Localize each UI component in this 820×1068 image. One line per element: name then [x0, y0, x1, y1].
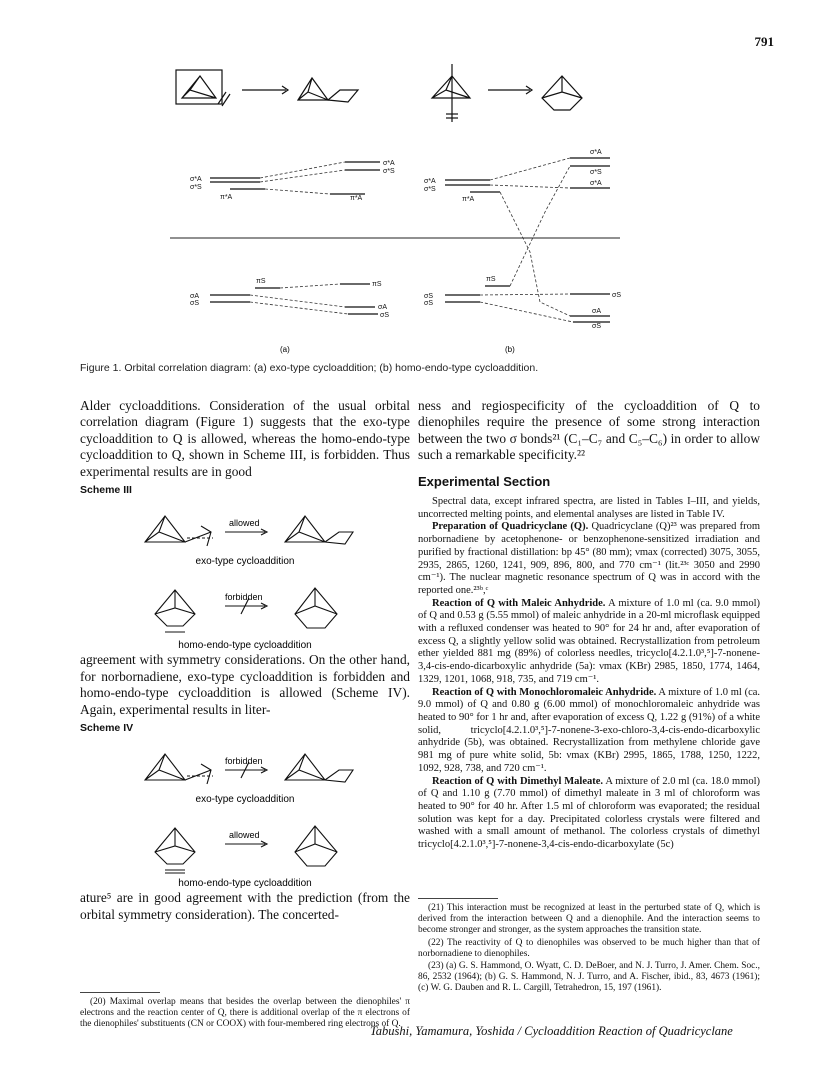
label-pi-star-a: π*A — [220, 194, 233, 201]
scheme-3-drawing — [115, 502, 375, 652]
left-para-1: Alder cycloadditions. Consideration of the usual orbital correlation diagram (Figure 1) suggests that the exo-type cycloaddition to Q is allowed, whereas the homo-endo-type cycloaddition to Q, shown in Scheme III, is forbidden. Thus experimental results are in good — [80, 398, 410, 479]
left-para-2: agreement with symmetry considerations. On the other hand, for norbornadiene, exo-type cycloaddition is forbidden and homo-endo-type cycloaddition is allowed (Scheme IV). Again, experimental results in liter- — [80, 652, 410, 717]
footnote-rule-left — [80, 992, 160, 993]
label-sigma-star-a: σ*A — [190, 176, 202, 183]
scheme4-forbidden-label: forbidden — [225, 756, 263, 767]
footnote-23: (23) (a) G. S. Hammond, O. Wyatt, C. D. DeBoer, and N. J. Turro, J. Amer. Chem. Soc., 86, 2532 (1964); (b) G. S. Hammond, N. J. Turro, and A. Fischer, ibid., 83, 4673 (1961); (c) W. G. Dauben and R. L. Cargill, Tetrahedron, 15, 197 (1961). — [418, 961, 760, 994]
right-para-1: ness and regiospecificity of the cycloaddition of Q to dienophiles require the presence of some strong interaction between the two σ bonds²¹ (C₁–C₇ and C₅–C₆) in order to allow such a remarkable specificity.²² — [418, 398, 760, 463]
right-column — [418, 398, 760, 852]
label-pi-star-a-right: π*A — [350, 195, 363, 202]
scheme4-homo-reactant — [155, 828, 195, 864]
scheme-4-label: Scheme IV — [80, 722, 134, 735]
label-pi-s-right: πS — [372, 281, 382, 288]
scheme4-exo-product — [285, 754, 353, 782]
scheme4-exo-reactant — [145, 754, 211, 784]
scheme3-exo-caption: exo-type cycloaddition — [195, 556, 295, 568]
chloro-text: A mixture of 1.0 ml (ca. 9.0 mmol) of Q and 0.80 g (6.00 mmol) of monochloromaleic anhydride was heated to 90° for 1 hr and, after evaporation of excess Q, 1.22 g (91%) of a white solid, tricyclo[4.2.1.0³,⁵]-7-nonene-3-exo-chloro-3,4-cis-endo-dicarboxylic anhydride (5b), was obtained. Recrystallization from methylene chloride gave 981 mg of pure white solid, 5b: νmax (KBr) 2995, 1865, 1788, 1250, 1222, 1092, 928, 738, and 720 cm⁻¹. — [418, 686, 761, 774]
footnote-21: (21) This interaction must be recognized at least in the perturbed state of Q, which is derived from the interaction between Q and a dienophile. And the interaction seems to become stronger and stronger, as the system approaches the transition state. — [418, 903, 760, 936]
experimental-section-title: Experimental Section — [418, 473, 551, 489]
exp-intro: Spectral data, except infrared spectra, are listed in Tables I–III, and yields, uncorrected melting points, and elemental analyses are listed in Table IV. — [418, 496, 760, 520]
footnote-20: (20) Maximal overlap means that besides the overlap between the dienophiles' π electrons and the reaction center of Q, there is additional overlap of the π electrons of the dienophiles' substituents (CN or COOX) with four-membered ring electrons of Q. — [80, 997, 410, 1030]
scheme3-homo-reactant — [155, 590, 195, 626]
scheme3-homo-caption: homo-endo-type cycloaddition — [178, 640, 312, 652]
label-b-sigma-star-a: σ*A — [424, 178, 436, 185]
maleic-paragraph — [418, 598, 760, 687]
scheme4-homo-caption: homo-endo-type cycloaddition — [178, 878, 312, 890]
maleic-text: A mixture of 1.0 ml (ca. 9.0 mmol) of Q and 0.53 g (5.55 mmol) of maleic anhydride in a 20-ml microflask equipped with a refluxed condenser was heated to 90° for 24 hr and, after evaporation of excess Q, a slightly yellow solid was obtained. Recrystallization from petroleum ether yielded 881 mg (89%) of colorless needles, tricyclo[4.2.1.0³,⁵]-7-nonene-3,4-cis-endo-dicarboxylic anhydride (5a): νmax (KBr) 2985, 1850, 1774, 1464, 1329, 1201, 1068, 918, 735, and 719 cm⁻¹. — [418, 597, 761, 685]
experimental-text — [418, 496, 760, 852]
label-b-pi-star-a: π*A — [462, 196, 475, 203]
scheme3-exo-product — [285, 516, 353, 544]
structure-drawings — [176, 64, 582, 122]
dimethyl-title: Reaction of Q with Dimethyl Maleate. — [432, 775, 604, 787]
chloro-title: Reaction of Q with Monochloromaleic Anhydride. — [432, 686, 657, 698]
left-column — [80, 398, 410, 923]
footnotes-right — [418, 898, 760, 996]
label-b-sigma-s: σS — [424, 293, 433, 300]
label-sigma-s-right: σS — [380, 312, 389, 319]
figure-caption: Figure 1. Orbital correlation diagram: (a) exo-type cycloaddition; (b) homo-endo-type cycloaddition. — [80, 362, 539, 374]
label-b-sigma-s2: σS — [424, 300, 433, 307]
scheme4-allowed-label: allowed — [229, 830, 260, 841]
norbornane-exo-reactant — [176, 70, 230, 106]
label-sigma-a: σA — [190, 293, 199, 300]
dimethyl-paragraph — [418, 776, 760, 852]
label-b-sigma-a-right: σA — [592, 308, 601, 315]
panel-b-label: (b) — [505, 345, 515, 354]
running-footer: Tabushi, Yamamura, Yoshida / Cycloaddition Reaction of Quadricyclane — [370, 1024, 733, 1038]
scheme3-forbidden-label: forbidden — [225, 592, 263, 603]
prep-text: Quadricyclane (Q)²³ was prepared from norbornadiene by acetophenone- or benzophenone-sensitized irradiation and purified by fractional distillation: bp 45° (80 mm); νmax (corrected) 3075, 3055, 2935, 2865, 1260, 1241, 909, 896, 800, and 770 cm⁻¹ (lit.²³ᶜ 3050 and 2990 cm⁻¹). The nuclear magnetic resonance spectrum of Q was in accord with the reported one.²³ᵇ,ᶜ — [418, 521, 760, 596]
homo-endo-reactant — [432, 64, 470, 122]
scheme3-allowed-label: allowed — [229, 518, 260, 529]
label-b-sigma-star-s: σ*S — [424, 186, 436, 193]
prep-paragraph — [418, 521, 760, 597]
label-sigma-s: σS — [190, 300, 199, 307]
page-number: 791 — [754, 34, 774, 49]
chloro-paragraph — [418, 687, 760, 776]
panel-b-labels — [424, 149, 621, 330]
scheme3-exo-reactant — [145, 516, 211, 546]
panel-a-label: (a) — [280, 345, 290, 354]
scheme4-exo-caption: exo-type cycloaddition — [195, 794, 295, 806]
scheme-4-drawing — [115, 740, 375, 890]
footnote-22: (22) The reactivity of Q to dienophiles was observed to be much higher than that of norbornadiene to dienophiles. — [418, 937, 760, 959]
exo-adduct — [298, 78, 358, 102]
scheme3-homo-product — [295, 588, 337, 628]
orbital-correlation-figure — [170, 62, 620, 357]
scheme4-homo-product — [295, 826, 337, 866]
label-b-sigma-s-right: σS — [612, 292, 621, 299]
label-sigma-star-s-right: σ*S — [383, 168, 395, 175]
footnote-rule-right — [418, 898, 498, 899]
label-b-sigma-star-a-right2: σ*A — [590, 180, 602, 187]
left-para-3: ature⁵ are in good agreement with the prediction (from the orbital symmetry consideration). The concerted- — [80, 890, 410, 922]
label-sigma-a-right: σA — [378, 304, 387, 311]
label-b-pi-s: πS — [486, 276, 496, 283]
prep-title: Preparation of Quadricyclane (Q). — [432, 521, 589, 533]
dimethyl-text: A mixture of 2.0 ml (ca. 18.0 mmol) of Q and 1.10 g (7.70 mmol) of dimethyl maleate in 3 ml of chloroform was heated to 90° for 40 hr. After 1.5 ml of chloroform was evaporated; the residual solution was kept for a day. Precipitated colorless crystals were filtered and washed with a small amount of methanol. The colorless crystals of dimethyl tricyclo[4.2.1.0³,⁵]-7-nonene-3,4-cis-endo-dicarboxylate (5c) — [418, 775, 760, 851]
label-b-sigma-star-s-right: σ*S — [590, 169, 602, 176]
panel-b-correlations — [480, 158, 573, 322]
label-pi-s: πS — [256, 278, 266, 285]
scheme-3-label: Scheme III — [80, 484, 132, 497]
homo-endo-adduct — [542, 76, 582, 110]
label-sigma-star-a-right: σ*A — [383, 160, 395, 167]
panel-b-levels — [445, 158, 610, 322]
maleic-title: Reaction of Q with Maleic Anhydride. — [432, 597, 606, 609]
label-b-sigma-s-right2: σS — [592, 323, 601, 330]
label-b-sigma-star-a-right: σ*A — [590, 149, 602, 156]
footnotes-left — [80, 992, 410, 1032]
label-sigma-star-s: σ*S — [190, 184, 202, 191]
